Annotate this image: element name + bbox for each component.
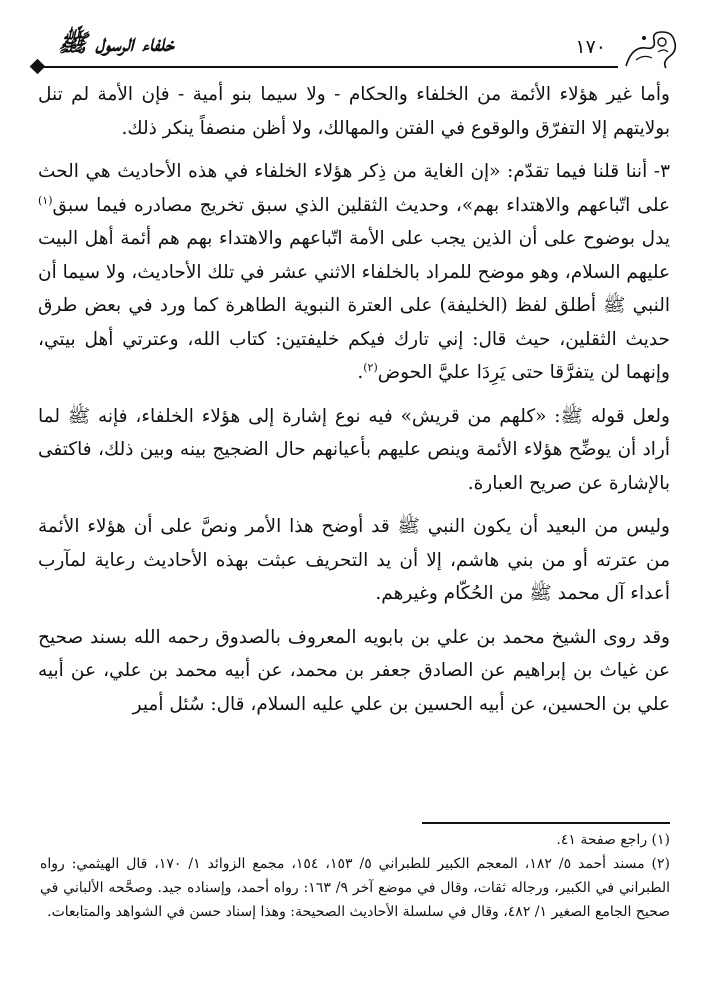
footnotes [40, 828, 670, 924]
footnote-ref-2[interactable]: (٢) [363, 360, 378, 374]
page-number: ١٧٠ [575, 36, 606, 58]
paragraph-2-part-3: . [357, 362, 364, 383]
paragraph-2 [38, 155, 670, 390]
running-title: خلفاء الرسول ﷺ [58, 28, 174, 57]
header-rule [38, 66, 618, 68]
paragraph-4: وليس من البعيد أن يكون النبي ﷺ قد أوضح هذا الأمر ونصَّ على أن هؤلاء الأئمة من عترته أو من بني هاشم، إلا أن يد التحريف عبثت بهذه الأحاديث رعاية لمآرب أعداء آل محمد ﷺ من الحُكّام وغيرهم. [38, 516, 670, 604]
paragraph-5: وقد روى الشيخ محمد بن علي بن بابويه المعروف بالصدوق رحمه الله بسند صحيح عن غياث بن إبراهيم عن الصادق جعفر بن محمد، عن أبيه محمد بن علي، عن أبيه علي بن الحسين، عن أبيه الحسين بن علي عليه السلام، قال: سُئل أمير [38, 626, 670, 715]
page-header [30, 26, 680, 70]
paragraph-2-part-1: ٣- أننا قلنا فيما تقدّم: «إن الغاية من ذِكر هؤلاء الخلفاء في هذه الأحاديث هي الحث على اتّباعهم والاهتداء بهم»، وحديث الثقلين الذي سبق تخريج مصادره فيما سبق [38, 161, 670, 216]
header-diamond-ornament [30, 59, 46, 75]
footnote-2: (٢) مسند أحمد ٥/ ١٨٢، المعجم الكبير للطبراني ٥/ ١٥٣، ١٥٤، مجمع الزوائد ١/ ١٧٠، قال الهيثمي: رواه الطبراني في الكبير، ورجاله ثقات، وقال في موضع آخر ٩/ ١٦٣: رواه أحمد، وإسناده جيد. وصحَّحه الألباني في صحيح الجامع الصغير ١/ ٤٨٢، وقال في سلسلة الأحاديث الصحيحة: وهذا إسناد حسن في الشواهد والمتابعات. [40, 856, 670, 920]
corner-ornament-icon [622, 26, 680, 70]
footnote-1: (١) راجع صفحة ٤١. [556, 832, 670, 848]
footnote-separator [422, 822, 670, 824]
paragraph-1: وأما غير هؤلاء الأئمة من الخلفاء والحكام - ولا سيما بنو أمية - فإن الأمة لم تنل بولايتهم إلا التفرّق والوقوع في الفتن والمهالك، ولا أظن منصفاً ينكر ذلك. [38, 84, 670, 139]
footnote-ref-1[interactable]: (١) [38, 193, 53, 207]
paragraph-2-part-2: يدل بوضوح على أن الذين يجب على الأمة اتّباعهم والاهتداء بهم هم أئمة أهل البيت عليهم السلام، وهو موضح للمراد بالخلفاء الاثني عشر في تلك الأحاديث، ولا سيما أن النبي ﷺ أطلق لفظ (الخليفة) على العترة النبوية الطاهرة كما ورد في بعض طرق حديث الثقلين، حيث قال: إني تارك فيكم خليفتين: كتاب الله، وعترتي أهل بيتي، وإنهما لن يتفرَّقا حتى يَرِدَا عليَّ الحوض [38, 228, 670, 383]
paragraph-3: ولعل قوله ﷺ: «كلهم من قريش» فيه نوع إشارة إلى هؤلاء الخلفاء، فإنه ﷺ لما أراد أن يوضِّح هؤلاء الأئمة وينص عليهم بأعيانهم حال الضجيج بينه وبين ذلك، فاكتفى بالإشارة عن صريح العبارة. [38, 405, 670, 494]
main-text [38, 78, 670, 731]
